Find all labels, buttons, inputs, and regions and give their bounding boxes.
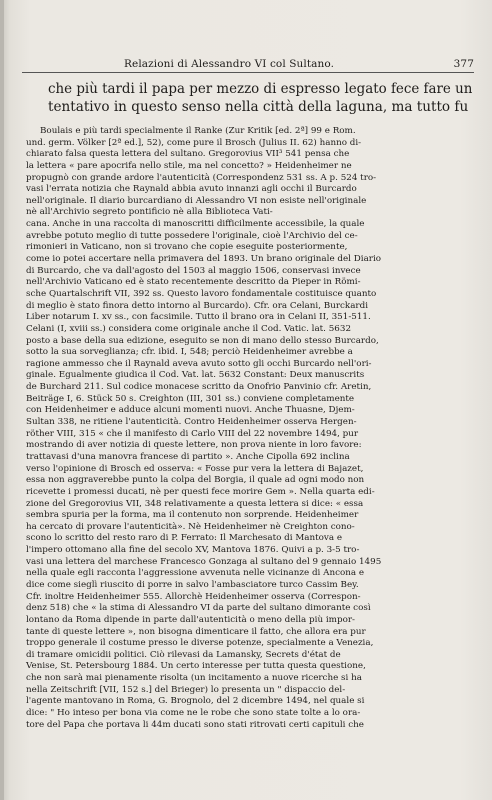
footnote-line: dice come sieglì riuscito di porre in salvo l'ambasciatore turco Cassim Bey.	[26, 579, 359, 590]
footnote-line: con Heidenheimer e adduce alcuni momenti nuovi. Anche Thuasne, Djem-	[26, 405, 355, 416]
footnote-line: lontano da Roma dipende in parte dall'autenticità o meno della più impor-	[26, 614, 355, 625]
main-text	[48, 80, 472, 116]
footnote-line: sche Quartalschrift VII, 392 ss. Questo lavoro fondamentale costituisce quanto	[26, 288, 377, 299]
footnote-line: che non sarà mai pienamente risolta (un incitamento a nuove ricerche si ha	[26, 673, 362, 684]
footnote-block	[26, 126, 476, 731]
footnote-line: nella quale egli racconta l'aggressione avvenuta nelle vicinanze di Ancona e	[26, 568, 365, 579]
footnote-line: Liber notarum I. xv ss., con facsimile. Tutto il brano ora in Celani II, 351-511.	[26, 312, 371, 323]
footnote-line: di meglio è stato finora detto intorno al Burcardo). Cfr. ora Celani, Burckardi	[26, 300, 369, 311]
footnote-line: denz 518) che « la stima di Alessandro VI da parte del sultano dimorante così	[26, 603, 371, 614]
main-text-line: tentativo in questo senso nella città della laguna, ma tutto fu	[48, 99, 469, 115]
footnote-line: propugnò con grande ardore l'autenticità (Correspondenz 531 ss. A p. 524 tro-	[26, 172, 377, 183]
footnote-line: ginale. Egualmente giudica il Cod. Vat. lat. 5632 Constant: Deux manuscrits	[26, 370, 365, 381]
footnote-line: mostrando di aver notizia di queste lettere, non prova niente in loro favore:	[26, 440, 362, 451]
footnote-line: Boulais e più tardi specialmente il Ranke (Zur Kritik [ed. 2ª] 99 e Rom.	[40, 126, 356, 136]
footnote-line: zione del Gregorovius VII, 348 relativamente a questa lettera si dice: « essa	[26, 498, 364, 509]
footnote-line: de Burchard 211. Sul codice monacese scritto da Onofrio Panvinio cfr. Aretin,	[26, 382, 372, 393]
footnote-line: Celani (I, xviii ss.) considera come originale anche il Cod. Vatic. lat. 5632	[26, 323, 352, 334]
header-rule	[22, 72, 474, 73]
footnote-line: Cfr. inoltre Heidenheimer 555. Allorchè Heidenheimer osserva (Correspon-	[26, 591, 361, 602]
running-head-title: Relazioni di Alessandro VI col Sultano.	[124, 58, 335, 70]
footnote-line: Sultan 338, ne ritiene l'autenticità. Contro Heidenheimer osserva Hergen-	[26, 417, 357, 428]
footnote-line: ha cercato di provare l'autenticità». Nè Heidenheimer nè Creighton cono-	[26, 521, 355, 532]
footnote-line: chiarato falsa questa lettera del sultano. Gregorovius VII³ 541 pensa che	[26, 149, 350, 160]
footnote-line: nell'originale. Il diario burcardiano di Alessandro VI non esiste nell'originale	[26, 195, 367, 206]
footnote-line: di Burcardo, che va dall'agosto del 1503 al maggio 1506, conservasi invece	[26, 265, 361, 276]
footnote-line: dice: " Ho inteso per bona via come ne le robe che sono state tolte a lo ora-	[26, 708, 361, 719]
footnote-line: ragione ammesso che il Raynald aveva avuto sotto gli occhi Burcardo nell'ori-	[26, 358, 372, 369]
footnote-line: la lettera « pare apocrifa nello stile, ma nel concetto? » Heidenheimer ne	[26, 160, 352, 171]
footnote-line: essa non aggraverebbe punto la colpa del Borgia, il quale ad ogni modo non	[26, 475, 365, 486]
page-gutter-shadow	[0, 0, 4, 800]
footnote-line: verso l'opinione di Brosch ed osserva: « Fosse pur vera la lettera di Bajazet,	[26, 463, 364, 474]
page-number: 377	[453, 58, 474, 70]
footnote-line: avrebbe potuto meglio di tutte possedere l'originale, cioè l'Archivio del ce-	[26, 230, 358, 241]
footnote-line: tore del Papa che portava li 44m ducati sono stati ritrovati certi capituli che	[26, 719, 364, 730]
footnote-line: l'impero ottomano alla fine del secolo XV, Mantova 1876. Quivi a p. 3-5 tro-	[26, 545, 360, 556]
footnote-line: posto a base della sua edizione, eseguito se non di mano dello stesso Burcardo,	[26, 335, 379, 346]
footnote-line: trattavasi d'una manovra francese di partito ». Anche Cipolla 692 inclina	[26, 451, 350, 462]
footnote-line: nella Zeitschrift [VII, 152 s.] del Brieger) lo presenta un " dispaccio del-	[26, 684, 346, 695]
footnote-line: röther VIII, 315 « che il manifesto di Carlo VIII del 22 novembre 1494, pur	[26, 428, 359, 439]
footnote-line: und. germ. Völker [2ª ed.], 52), come pure il Brosch (Julius II. 62) hanno di-	[26, 137, 362, 148]
footnote-line: vasi l'errata notizia che Raynald abbia avuto innanzi agli occhi il Burcardo	[26, 184, 357, 195]
footnote-line: vasi una lettera del marchese Francesco Gonzaga al sultano del 9 gennaio 1495	[26, 556, 382, 567]
footnote-line: sembra spuria per la forma, ma il contenuto non sorprende. Heidenheimer	[26, 510, 359, 521]
footnote-line: troppo generale il costume presso le diverse potenze, specialmente a Venezia,	[26, 638, 374, 649]
footnote-line: sotto la sua sorveglianza; cfr. ibid. I, 548; perciò Heidenheimer avrebbe a	[26, 347, 353, 358]
footnote-line: l'agente mantovano in Roma, G. Brognolo, del 2 dicembre 1494, nel quale si	[26, 696, 365, 707]
footnote-line: rimonieri in Vaticano, non si trovano che copie eseguite posteriormente,	[26, 242, 348, 253]
main-text-line: che più tardi il papa per mezzo di espresso legato fece fare un	[48, 81, 473, 97]
footnote-line: come io potei accertare nella primavera del 1893. Un brano originale del Diario	[26, 254, 382, 265]
footnote-line: tante di queste lettere », non bisogna dimenticare il fatto, che allora era pur	[26, 626, 366, 637]
footnote-line: cana. Anche in una raccolta di manoscritti difficilmente accessibile, la quale	[26, 219, 365, 230]
footnote-line: di tramare omicidii politici. Ciò rilevasi da Lamansky, Secrets d'état de	[26, 649, 341, 660]
footnote-line: Beiträge I, 6. Stück 50 s. Creighton (III, 301 ss.) conviene completamente	[26, 393, 355, 404]
footnote-line: scono lo scritto del resto raro di P. Ferrato: Il Marchesato di Mantova e	[26, 533, 343, 544]
footnote-line: Venise, St. Petersbourg 1884. Un certo interesse per tutta questa questione,	[26, 661, 366, 672]
footnote-line: nè all'Archivio segreto pontificio nè alla Biblioteca Vati-	[26, 207, 273, 218]
footnote-line: nell'Archivio Vaticano ed è stato recentemente descritto da Pieper in Römi-	[26, 277, 361, 288]
footnote-line: ricevette i promessi ducati, nè per questi fece morire Gem ». Nella quarta edi-	[26, 486, 375, 497]
